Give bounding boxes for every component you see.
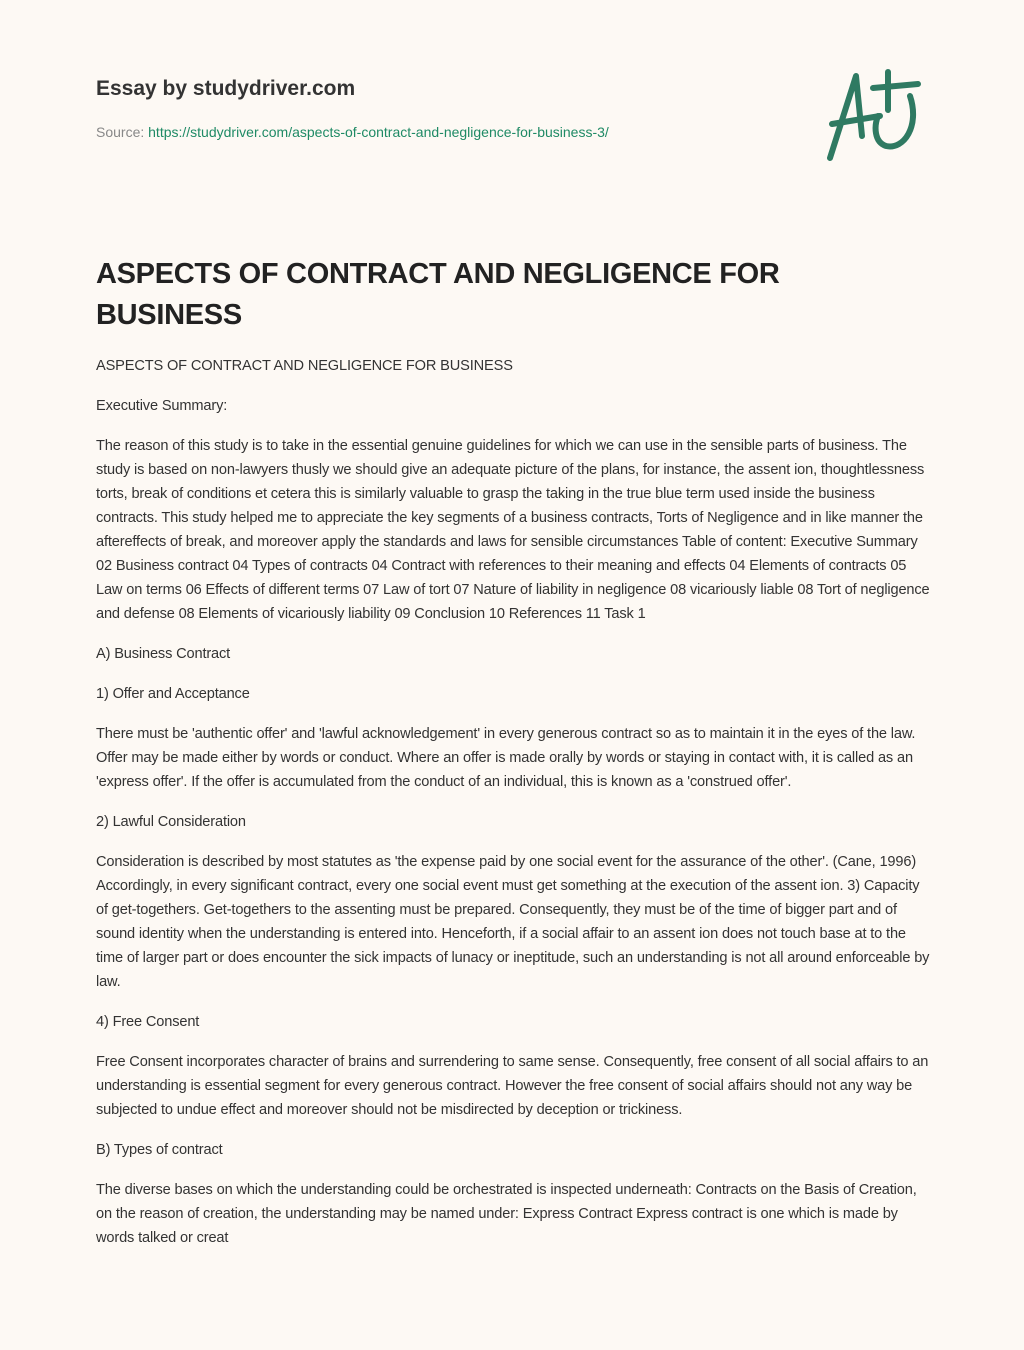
section-heading: Executive Summary: — [96, 398, 228, 414]
source-line — [96, 124, 609, 140]
paragraph: The reason of this study is to take in the essential genuine guidelines for which we can use in the sensible parts of business. The study is based on non-lawyers thusly we should give an adequate picture of the plans, for instance, the assent ion, thoughtlessness torts, break of conditions et cetera this is similarly valuable to grasp the taking in the true blue term used inside the business contracts. This study helped me to appreciate the key segments of a business contracts, Torts of Negligence and in like manner the aftereffects of break, and moreover apply the standards and laws for sensible circumstances Table of content: Executive Summary 02 Business contract 04 Types of contracts 04 Contract with references to their meaning and effects 04 Elements of contracts 05 Law on terms 06 Effects of different terms 07 Law of tort 07 Nature of liability in negligence 08 vicariously liable 08 Tort of negligence and defense 08 Elements of vicariously liability 09 Conclusion 10 References 11 Task 1 — [96, 438, 930, 622]
section-heading: 4) Free Consent — [96, 1014, 200, 1030]
subtitle: ASPECTS OF CONTRACT AND NEGLIGENCE FOR BUSINESS — [96, 358, 513, 374]
paragraph: The diverse bases on which the understanding could be orchestrated is inspected underneath: Contracts on the Basis of Creation, on the reason of creation, the understanding may be named under: Express Contract Express contract is one which is made by words talked or creat — [96, 1182, 917, 1246]
essay-body — [96, 354, 930, 1266]
section-heading: 1) Offer and Acceptance — [96, 686, 250, 702]
section-heading: B) Types of contract — [96, 1142, 223, 1158]
section-heading: 2) Lawful Consideration — [96, 814, 246, 830]
source-label: Source: — [96, 124, 149, 140]
source-link[interactable]: https://studydriver.com/aspects-of-contract-and-negligence-for-business-3/ — [148, 124, 609, 140]
site-brand: Essay by studydriver.com — [96, 77, 356, 100]
section-heading: A) Business Contract — [96, 646, 231, 662]
page-title: ASPECTS OF CONTRACT AND NEGLIGENCE FOR BUSINESS — [96, 258, 780, 331]
paragraph: Free Consent incorporates character of brains and surrendering to same sense. Consequently, free consent of all social affairs to an understanding is essential segment for every generous contract. However the free consent of social affairs should not any way be subjected to undue effect and moreover should not be misdirected by deception or trickiness. — [96, 1054, 929, 1118]
paragraph: There must be 'authentic offer' and 'lawful acknowledgement' in every generous contract so as to maintain it in the eyes of the law. Offer may be made either by words or conduct. Where an offer is made orally by words or staying in contact with, it is called as an 'express offer'. If the offer is accumulated from the conduct of an individual, this is known as a 'construed offer'. — [96, 726, 916, 790]
a-plus-logo-icon — [818, 66, 928, 166]
paragraph: Consideration is described by most statutes as 'the expense paid by one social event for the assurance of the other'. (Cane, 1996) Accordingly, in every significant contract, every one social event must get something at the execution of the assent ion. 3) Capacity of get-togethers. Get-togethers to the assenting must be prepared. Consequently, they must be of the time of bigger part and of sound identity when the understanding is entered into. Henceforth, if a social affair to an assent ion does not touch base at to the time of larger part or does encounter the sick impacts of lunacy or ineptitude, such an understanding is not all around enforceable by law. — [96, 854, 930, 990]
